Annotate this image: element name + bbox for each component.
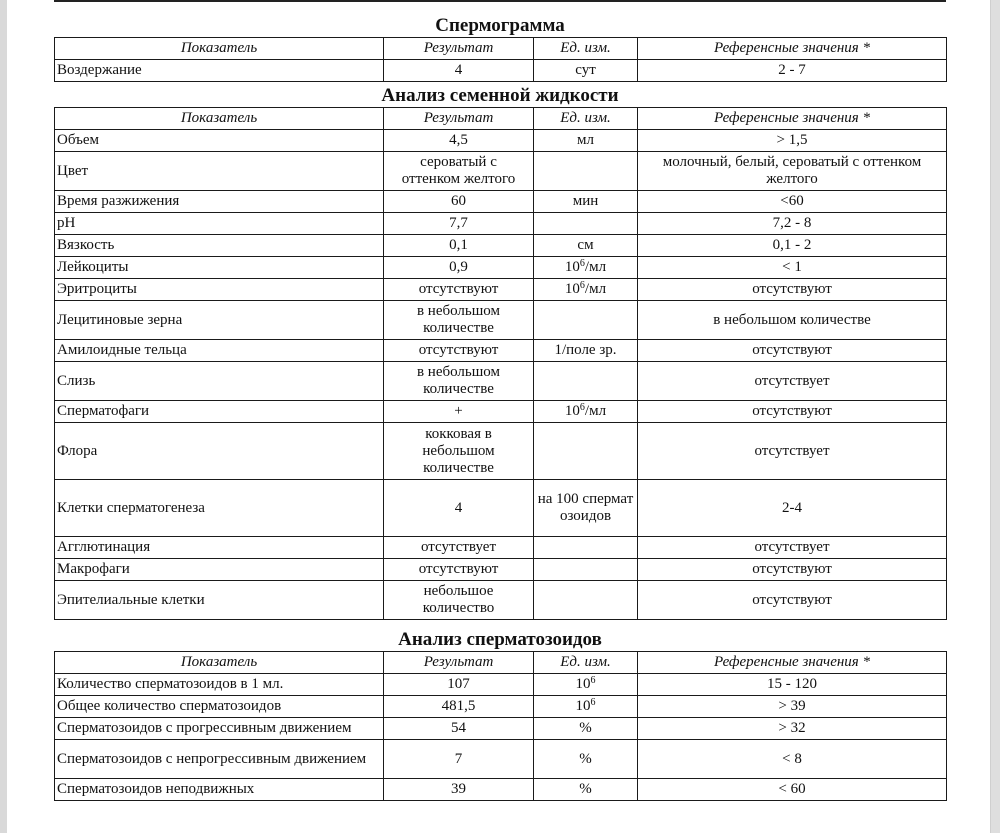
parameter-name: Воздержание (55, 60, 384, 82)
unit-value (534, 279, 638, 301)
result-value: отсутствуют (384, 340, 534, 362)
parameter-name: Агглютинация (55, 537, 384, 559)
results-table (54, 107, 947, 620)
unit-base: мин (572, 193, 599, 209)
reference-value: в небольшом количестве (638, 301, 947, 340)
header-unit: Ед. изм. (534, 38, 638, 60)
scrollbar-track[interactable] (990, 0, 1000, 833)
table-row (55, 152, 947, 191)
reference-value: 0,1 - 2 (638, 235, 947, 257)
unit-base: % (579, 720, 592, 736)
reference-value: отсутствуют (638, 401, 947, 423)
reference-value: отсутствуют (638, 581, 947, 620)
header-unit: Ед. изм. (534, 108, 638, 130)
unit-value (534, 213, 638, 235)
reference-value: отсутствует (638, 362, 947, 401)
result-value: 60 (384, 191, 534, 213)
table-row (55, 340, 947, 362)
table-row (55, 581, 947, 620)
result-value: отсутствуют (384, 279, 534, 301)
reference-value: 7,2 - 8 (638, 213, 947, 235)
table-row (55, 480, 947, 537)
results-table (54, 651, 947, 801)
unit-base: % (579, 781, 592, 797)
table-row (55, 301, 947, 340)
result-value: небольшое количество (384, 581, 534, 620)
parameter-name: Амилоидные тельца (55, 340, 384, 362)
table-row (55, 696, 947, 718)
table-row (55, 130, 947, 152)
table-row (55, 279, 947, 301)
parameter-name: Объем (55, 130, 384, 152)
table-row (55, 674, 947, 696)
section-title: Спермограмма (435, 15, 565, 36)
parameter-name: Эритроциты (55, 279, 384, 301)
result-value: 7,7 (384, 213, 534, 235)
parameter-name: Сперматозоидов с непрогрессивным движением (55, 740, 384, 779)
parameter-name: Сперматофаги (55, 401, 384, 423)
parameter-name: Клетки сперматогенеза (55, 480, 384, 537)
parameter-name: Общее количество сперматозоидов (55, 696, 384, 718)
viewer-left-margin (0, 0, 7, 833)
parameter-name: Слизь (55, 362, 384, 401)
parameter-name: Лейкоциты (55, 257, 384, 279)
report-section (54, 14, 946, 82)
unit-base: 10 (575, 676, 591, 692)
header-reference: Референсные значения * (638, 652, 947, 674)
unit-value (534, 191, 638, 213)
parameter-name: Сперматозоидов с прогрессивным движением (55, 718, 384, 740)
parameter-name: Лецитиновые зерна (55, 301, 384, 340)
unit-value (534, 340, 638, 362)
reference-value: < 60 (638, 779, 947, 801)
unit-value (534, 257, 638, 279)
unit-exponent: 6 (590, 675, 596, 686)
parameter-name: Эпителиальные клетки (55, 581, 384, 620)
result-value: кокковая в небольшом количестве (384, 423, 534, 480)
unit-value (534, 480, 638, 537)
header-result: Результат (384, 108, 534, 130)
unit-value (534, 581, 638, 620)
reference-value: 2 - 7 (638, 60, 947, 82)
report-section (54, 84, 946, 620)
table-row (55, 191, 947, 213)
unit-value (534, 779, 638, 801)
table-row (55, 718, 947, 740)
table-row (55, 213, 947, 235)
parameter-name: pH (55, 213, 384, 235)
reference-value: отсутствуют (638, 559, 947, 581)
unit-value (534, 718, 638, 740)
table-header-row (55, 38, 947, 60)
result-value: в небольшом количестве (384, 301, 534, 340)
unit-base: 10 (575, 698, 591, 714)
section-title: Анализ семенной жидкости (381, 85, 619, 106)
table-row (55, 401, 947, 423)
parameter-name: Сперматозоидов неподвижных (55, 779, 384, 801)
header-reference: Референсные значения * (638, 38, 947, 60)
unit-value (534, 401, 638, 423)
reference-value: отсутствуют (638, 340, 947, 362)
table-row (55, 779, 947, 801)
unit-base: 10 (564, 403, 580, 419)
unit-value (534, 301, 638, 340)
header-result: Результат (384, 38, 534, 60)
result-value: 39 (384, 779, 534, 801)
unit-base: 10 (564, 281, 580, 297)
table-row (55, 559, 947, 581)
header-parameter: Показатель (55, 652, 384, 674)
table-row (55, 60, 947, 82)
unit-value (534, 696, 638, 718)
result-value: 7 (384, 740, 534, 779)
unit-value (534, 362, 638, 401)
parameter-name: Вязкость (55, 235, 384, 257)
unit-base: сут (575, 62, 596, 78)
reference-value: отсутствует (638, 423, 947, 480)
reference-value: > 32 (638, 718, 947, 740)
parameter-name: Макрофаги (55, 559, 384, 581)
parameter-name: Количество сперматозоидов в 1 мл. (55, 674, 384, 696)
unit-base: см (577, 237, 594, 253)
result-value: 481,5 (384, 696, 534, 718)
table-header-row (55, 652, 947, 674)
unit-value (534, 235, 638, 257)
header-parameter: Показатель (55, 108, 384, 130)
unit-exponent: 6 (579, 280, 585, 291)
reference-value: < 8 (638, 740, 947, 779)
table-row (55, 257, 947, 279)
result-value: отсутствуют (384, 559, 534, 581)
reference-value: 15 - 120 (638, 674, 947, 696)
unit-base: 10 (564, 259, 580, 275)
unit-exponent: 6 (579, 258, 585, 269)
unit-base: 1/поле зр. (554, 342, 617, 358)
report-section (54, 628, 946, 801)
unit-value (534, 60, 638, 82)
result-value: 54 (384, 718, 534, 740)
table-header-row (55, 108, 947, 130)
unit-base: на 100 сперматозоидов (537, 491, 634, 524)
header-parameter: Показатель (55, 38, 384, 60)
result-value: 4,5 (384, 130, 534, 152)
result-value: 0,9 (384, 257, 534, 279)
table-row (55, 362, 947, 401)
header-unit: Ед. изм. (534, 652, 638, 674)
reference-value: молочный, белый, сероватый с оттенком желтого (638, 152, 947, 191)
unit-base: мл (577, 132, 594, 148)
parameter-name: Флора (55, 423, 384, 480)
unit-value (534, 152, 638, 191)
table-row (55, 740, 947, 779)
table-row (55, 537, 947, 559)
unit-value (534, 559, 638, 581)
section-title: Анализ сперматозоидов (398, 629, 602, 650)
reference-value: отсутствует (638, 537, 947, 559)
unit-value (534, 130, 638, 152)
parameter-name: Время разжижения (55, 191, 384, 213)
unit-exponent: 6 (590, 697, 596, 708)
unit-suffix: /мл (584, 403, 607, 419)
table-row (55, 235, 947, 257)
reference-value: <60 (638, 191, 947, 213)
results-table (54, 37, 947, 82)
reference-value: отсутствуют (638, 279, 947, 301)
reference-value: 2-4 (638, 480, 947, 537)
header-result: Результат (384, 652, 534, 674)
result-value: 4 (384, 480, 534, 537)
unit-base: % (579, 750, 592, 767)
result-value: отсутствует (384, 537, 534, 559)
unit-suffix: /мл (584, 281, 607, 297)
unit-value (534, 423, 638, 480)
reference-value: > 39 (638, 696, 947, 718)
result-value: в небольшом количестве (384, 362, 534, 401)
header-reference: Референсные значения * (638, 108, 947, 130)
unit-exponent: 6 (579, 402, 585, 413)
reference-value: < 1 (638, 257, 947, 279)
unit-value (534, 537, 638, 559)
reference-value: > 1,5 (638, 130, 947, 152)
result-value: 107 (384, 674, 534, 696)
result-value: 4 (384, 60, 534, 82)
unit-value (534, 674, 638, 696)
result-value: + (384, 401, 534, 423)
result-value: сероватый с оттенком желтого (384, 152, 534, 191)
table-row (55, 423, 947, 480)
parameter-name: Цвет (55, 152, 384, 191)
unit-suffix: /мл (584, 259, 607, 275)
unit-value (534, 740, 638, 779)
document-page (54, 0, 946, 801)
result-value: 0,1 (384, 235, 534, 257)
